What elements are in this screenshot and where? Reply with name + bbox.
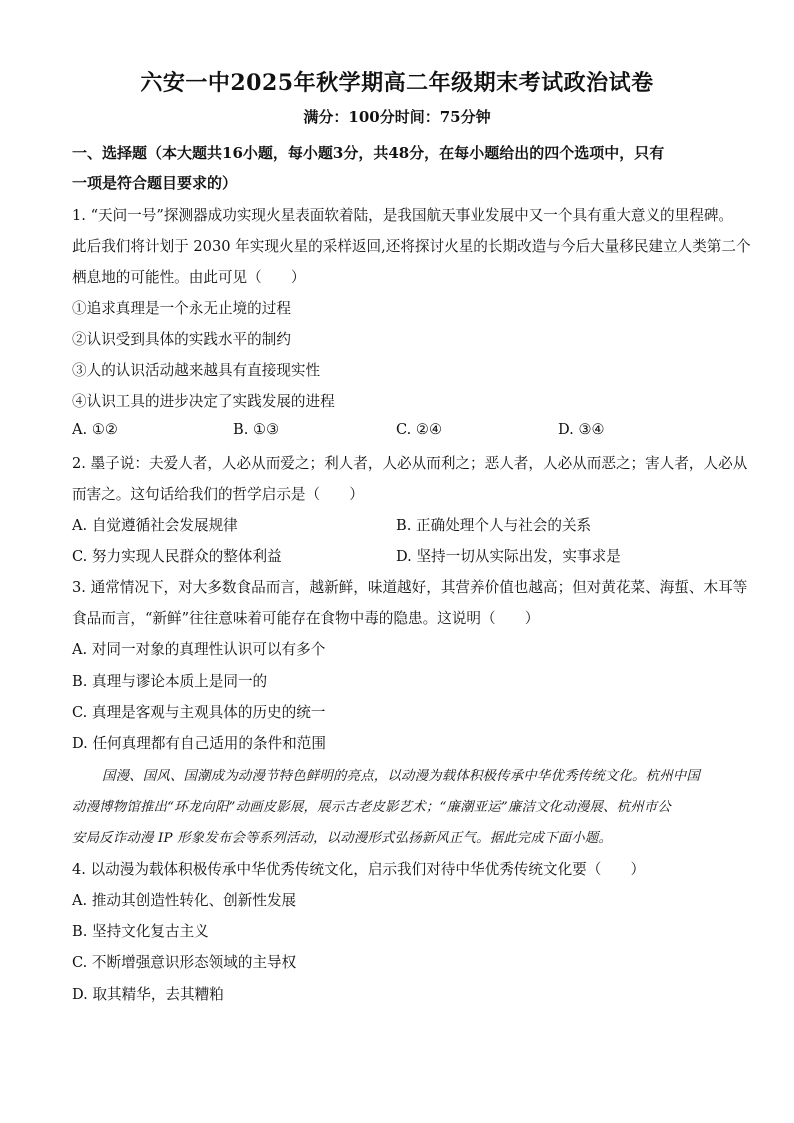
q1-statement-1: ①追求真理是一个永无止境的过程 [72, 300, 291, 317]
q3-stem-line-1: 3. 通常情况下，对大多数食品而言，越新鲜，味道越好，其营养价值也越高；但对黄花菜、海蜇、木耳等 [72, 579, 748, 596]
q1-option-a: A. ①② [72, 421, 118, 438]
q1-stem-line-1: 1. “天问一号”探测器成功实现火星表面软着陆，是我国航天事业发展中又一个具有重大意义的里程碑。 [72, 207, 734, 224]
q3-option-d: D. 任何真理都有自己适用的条件和范围 [72, 735, 326, 752]
section-heading-line-2: 一项是符合题目要求的） [72, 174, 238, 192]
q4-option-b: B. 坚持文化复古主义 [72, 923, 209, 940]
q3-option-a: A. 对同一对象的真理性认识可以有多个 [72, 641, 326, 658]
exam-title: 六安一中2025年秋学期高二年级期末考试政治试卷 [140, 70, 654, 96]
q4-option-c: C. 不断增强意识形态领域的主导权 [72, 954, 297, 971]
section-heading-line-1: 一、选择题（本大题共16小题，每小题3分，共48分，在每小题给出的四个选项中，只有 [72, 144, 665, 162]
q1-statement-3: ③人的认识活动越来越具有直接现实性 [72, 362, 321, 379]
q2-option-c: C. 努力实现人民群众的整体利益 [72, 548, 282, 565]
passage-line-1: 国漫、国风、国潮成为动漫节特色鲜明的亮点，以动漫为载体积极传承中华优秀传统文化。杭州中国 [102, 769, 700, 784]
q1-stem-line-3: 栖息地的可能性。由此可见（ ） [72, 269, 306, 286]
q2-stem-line-1: 2. 墨子说：夫爱人者，人必从而爱之；利人者，人必从而利之；恶人者，人必从而恶之；害人者，人必从 [72, 455, 748, 472]
q4-option-d: D. 取其精华，去其糟粕 [72, 986, 224, 1003]
q2-option-b: B. 正确处理个人与社会的关系 [396, 517, 592, 534]
q1-stem-line-2: 此后我们将计划于 2030 年实现火星的采样返回,还将探讨火星的长期改造与今后大量移民建立人类第二个 [72, 238, 751, 255]
q2-stem-line-2: 而害之。这句话给我们的哲学启示是（ ） [72, 486, 364, 503]
q1-option-b: B. ①③ [233, 421, 280, 438]
q2-option-a: A. 自觉遵循社会发展规律 [72, 517, 238, 534]
passage-line-3: 安局反诈动漫 IP 形象发布会等系列活动，以动漫形式弘扬新风正气。据此完成下面小题。 [72, 831, 613, 846]
exam-subtitle: 满分：100分时间：75分钟 [303, 108, 491, 126]
q1-option-c: C. ②④ [396, 421, 443, 438]
q3-stem-line-2: 食品而言，“新鲜”往往意味着可能存在食物中毒的隐患。这说明（ ） [72, 610, 540, 627]
q1-statement-2: ②认识受到具体的实践水平的制约 [72, 331, 291, 348]
q1-statement-4: ④认识工具的进步决定了实践发展的进程 [72, 393, 335, 410]
q3-option-b: B. 真理与谬论本质上是同一的 [72, 673, 268, 690]
passage-line-2: 动漫博物馆推出“环龙向阳”动画皮影展，展示古老皮影艺术；“廉潮亚运”廉洁文化动漫展、杭州市公 [72, 800, 671, 815]
q3-option-c: C. 真理是客观与主观具体的历史的统一 [72, 704, 326, 721]
q2-option-d: D. 坚持一切从实际出发，实事求是 [396, 548, 621, 565]
q1-option-d: D. ③④ [558, 421, 605, 438]
q4-stem-line-1: 4. 以动漫为载体积极传承中华优秀传统文化，启示我们对待中华优秀传统文化要（ ） [72, 861, 646, 878]
q4-option-a: A. 推动其创造性转化、创新性发展 [72, 892, 297, 909]
